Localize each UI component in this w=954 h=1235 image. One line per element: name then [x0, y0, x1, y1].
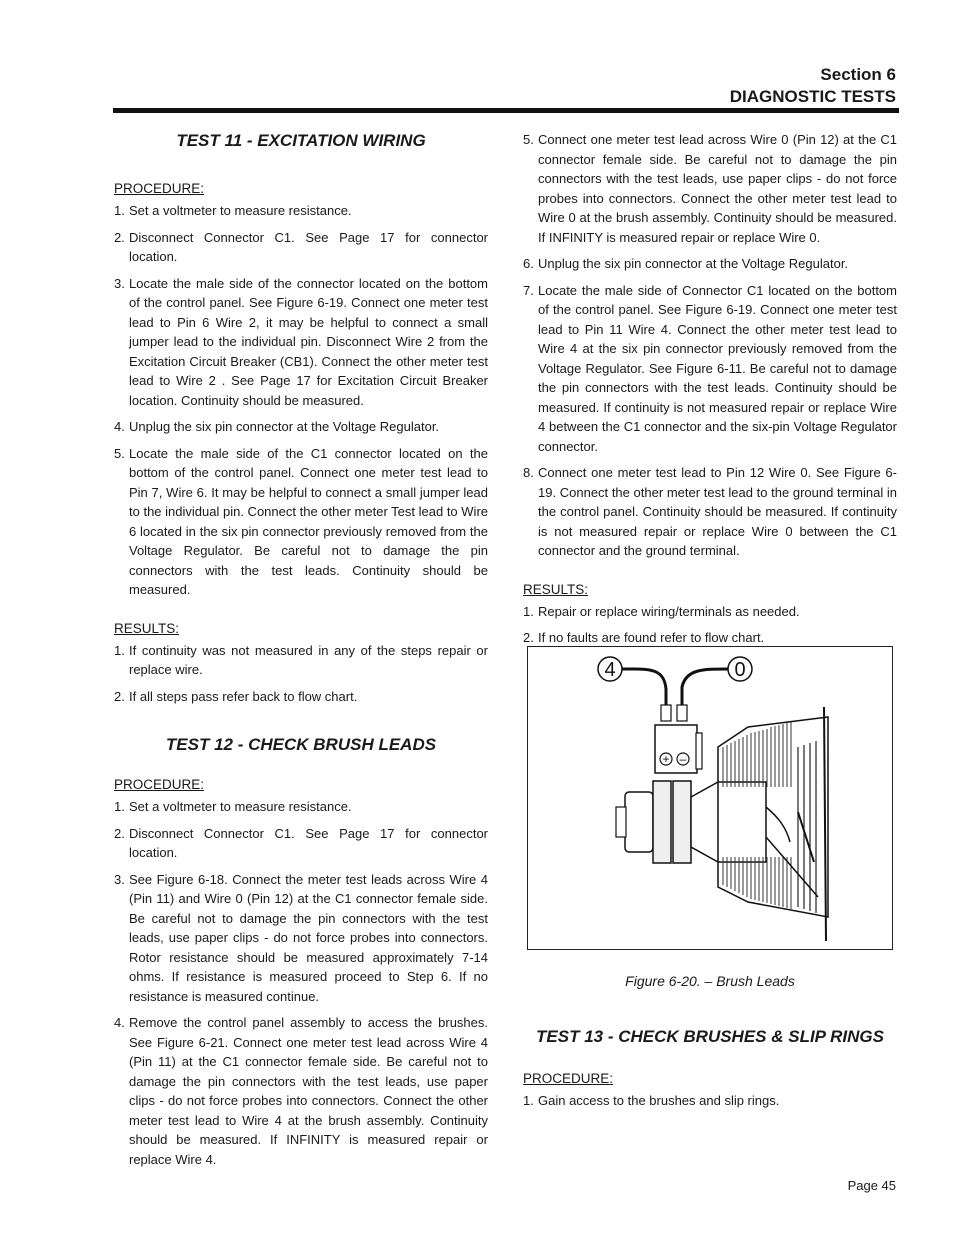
list-item: 5. Locate the male side of the C1 connector located on the bottom of the control panel. Connect one meter test lead to Pin 7, Wire 6. It may be helpful to connect a small jumper lead to the individual pin. Connect the other meter Test lead to Wire 6 located in the six pin connector previously removed from the Voltage Regulator. Be careful not to damage the pin connectors with the test leads. Continuity should be measured. [114, 445, 488, 597]
test12-results-label: RESULTS: [523, 581, 589, 597]
section-title: DIAGNOSTIC TESTS [729, 87, 896, 106]
right-column [523, 130, 897, 655]
list-item: 1. Gain access to the brushes and slip rings. [523, 1093, 780, 1108]
test12-title: TEST 12 - CHECK BRUSH LEADS [165, 735, 437, 754]
list-item: 3. Locate the male side of the connector located on the bottom of the control panel. See Figure 6-19. Connect one meter test lead to Pin 6 Wire 2, it may be helpful to connect a small jumper lead to the individual pin. Disconnect Wire 2 from the Excitation Circuit Breaker (CB1). Connect the other meter test lead to Wire 2 . See Page 17 for Excitation Circuit Breaker location. Continuity should be measured. [114, 275, 488, 408]
brush-holder-tab [696, 733, 702, 769]
bracket-arm [798, 812, 814, 862]
list-item: 8. Connect one meter test lead to Pin 12 Wire 0. See Figure 6-19. Connect the other meter test lead to the ground terminal in the control panel. Continuity should be measured. If continuity is not measured repair or replace Wire 0 between the C1 connector and the ground terminal. [523, 465, 897, 558]
list-item: 1. If continuity was not measured in any of the steps repair or replace wire. [114, 642, 488, 677]
test12-procedure-list-continued [523, 130, 897, 561]
test13-procedure-label: PROCEDURE: [523, 1071, 614, 1086]
list-item: 4. Remove the control panel assembly to access the brushes. See Figure 6-21. Connect one meter test lead across Wire 4 (Pin 11) at the C1 connector female side. Be careful not to damage the pin connectors with the test leads, use paper clips - do not force probes into connectors. Connect the other meter test lead to Wire 4 at the brush assembly. Continuity should be measured. If INFINITY is measured repair or replace Wire 4. [114, 1015, 488, 1167]
brush-holder [655, 725, 697, 773]
left-column [114, 124, 488, 1176]
shaft-tip [616, 807, 626, 837]
header-rule [113, 108, 899, 113]
figure-caption: Figure 6-20. – Brush Leads [625, 973, 795, 989]
slip-ring-1 [653, 781, 671, 863]
terminal-0 [677, 705, 687, 721]
slip-ring-2 [673, 781, 691, 863]
list-item: 1. Set a voltmeter to measure resistance. [114, 799, 352, 814]
test13-section [523, 1026, 897, 1118]
list-item: 1. Set a voltmeter to measure resistance. [114, 203, 352, 218]
shaft-end [625, 792, 653, 852]
brush-leads-figure [527, 646, 893, 950]
test12-procedure-list [114, 797, 488, 1169]
list-item: 5. Connect one meter test lead across Wire 0 (Pin 12) at the C1 connector female side. Be careful not to damage the pin connectors with the test leads, use paper clips - do not force probes into connectors. Connect the other meter test lead to Wire 0 at the brush assembly. Continuity should be measured. If INFINITY is measured repair or replace Wire 0. [523, 132, 897, 245]
list-item: 2. Disconnect Connector C1. See Page 17 for connector location. [114, 229, 488, 264]
wire-0 [682, 669, 728, 705]
test11-title: TEST 11 - EXCITATION WIRING [176, 131, 426, 150]
negative-symbol: – [679, 752, 687, 766]
test12-results-list [523, 602, 897, 648]
brush-assembly-illustration [528, 647, 892, 949]
list-item: 4. Unplug the six pin connector at the Voltage Regulator. [114, 419, 440, 434]
list-item: 2. Disconnect Connector C1. See Page 17 for connector location. [114, 825, 488, 860]
end-bracket-edge [824, 707, 826, 941]
section-number: Section 6 [820, 65, 896, 84]
test11-results-list [114, 641, 488, 707]
wire-0-label: 0 [734, 659, 746, 681]
test11-procedure-list [114, 201, 488, 600]
list-item: 2. If no faults are found refer to flow chart. [523, 630, 765, 645]
test13-title: TEST 13 - CHECK BRUSHES & SLIP RINGS [536, 1027, 884, 1046]
rotor-hub [691, 782, 766, 862]
list-item: 3. See Figure 6-18. Connect the meter test leads across Wire 4 (Pin 11) and Wire 0 (Pin 12) at the C1 connector female side. Be careful not to damage the pin connectors with the test leads, use paper clips - do not force probes into connectors. Rotor resistance should be measured approximately 7-14 ohms. If resistance is measured proceed to Step 6. If no resistance is measured continue. [114, 871, 488, 1004]
list-item: 2. If all steps pass refer back to flow chart. [114, 688, 358, 704]
list-item: 1. Repair or replace wiring/terminals as needed. [523, 603, 800, 619]
test11-results-label: RESULTS: [114, 620, 180, 636]
list-item: 6. Unplug the six pin connector at the Voltage Regulator. [523, 256, 849, 271]
positive-symbol: + [662, 752, 670, 766]
terminal-4 [661, 705, 671, 721]
wire-4-label: 4 [604, 659, 616, 681]
test12-procedure-label: PROCEDURE: [114, 777, 205, 792]
wire-4 [622, 669, 666, 705]
page-number: Page 45 [847, 1178, 896, 1193]
test13-procedure-list [523, 1091, 897, 1111]
test11-procedure-label: PROCEDURE: [114, 181, 205, 196]
stator-laminations [798, 741, 816, 913]
page-header [730, 64, 896, 108]
list-item: 7. Locate the male side of Connector C1 located on the bottom of the control panel. See Figure 6-19. Connect one meter test lead to Pin 11 Wire 4. Connect the other meter test lead to Wire 4 at the six pin connector previously removed from the Voltage Regulator. See Figure 6-11. Be careful not to damage the pin connectors with the test leads. Continuity should be measured. If continuity is not measured repair or replace Wire 4 between the C1 connector and the six-pin Voltage Regulator connector. [523, 282, 897, 454]
